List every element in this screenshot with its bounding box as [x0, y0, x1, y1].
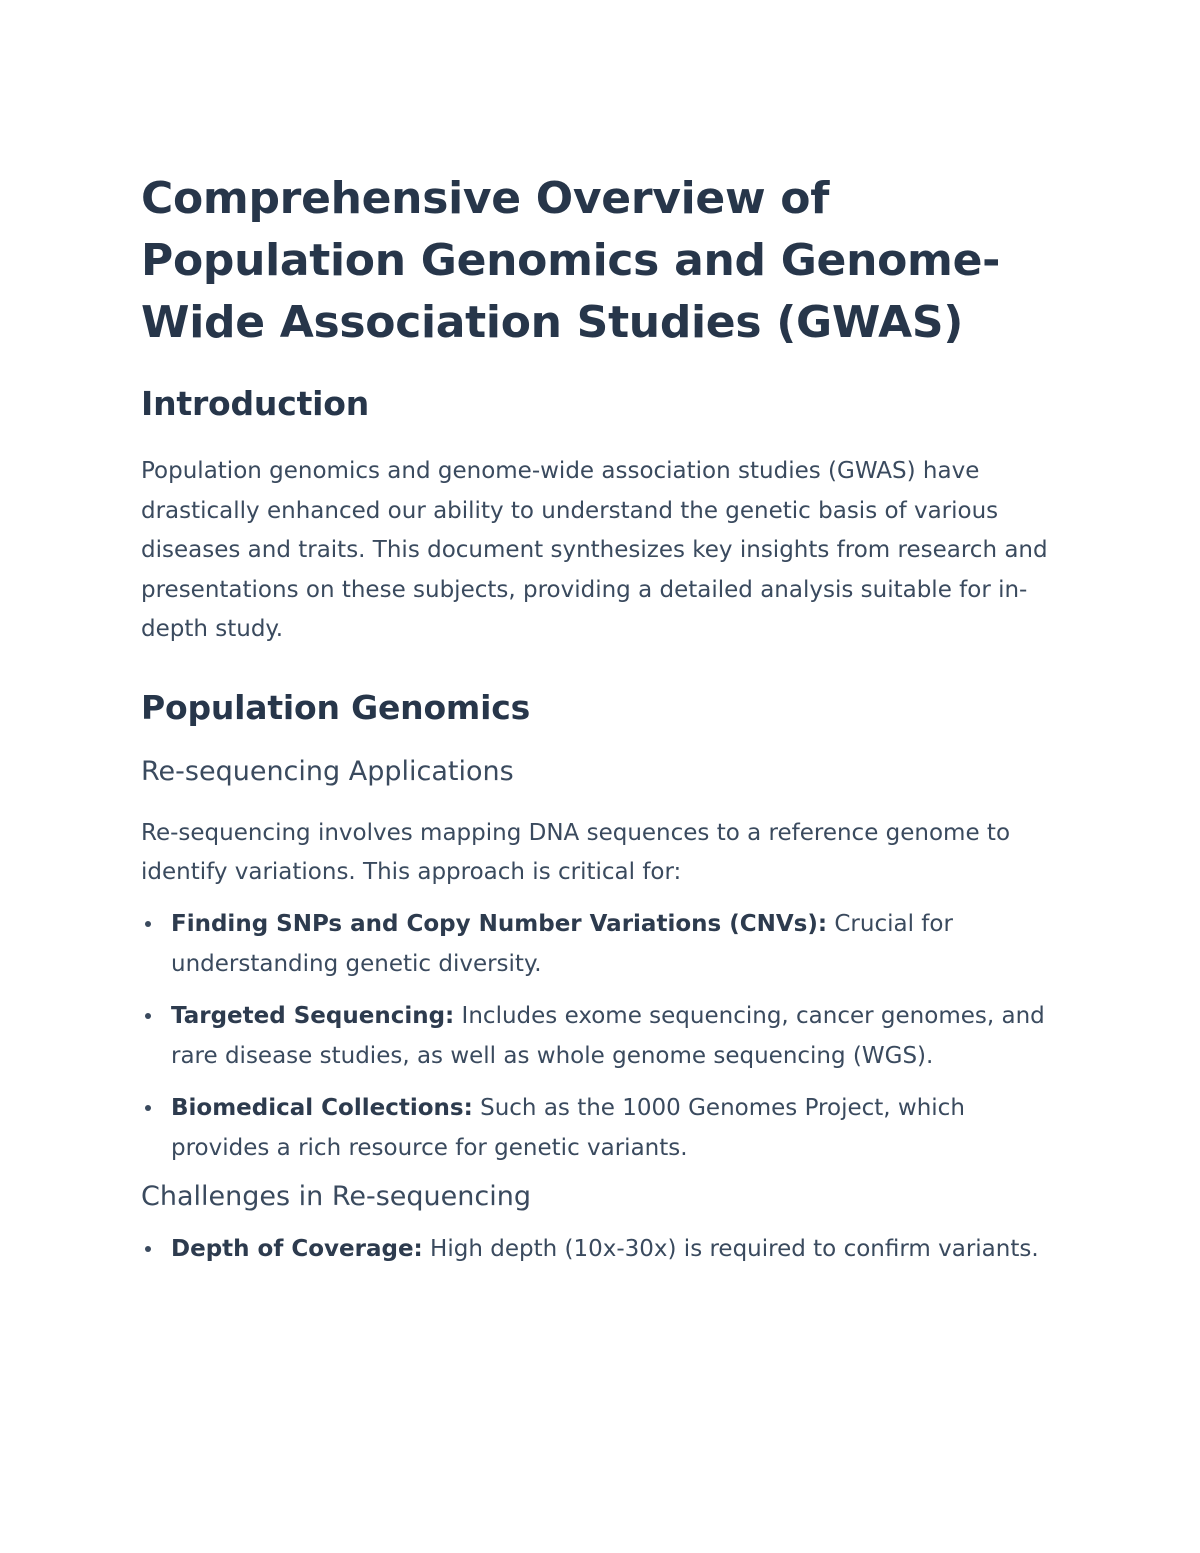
section-heading-introduction: Introduction	[141, 384, 370, 423]
document-page	[141, 168, 1061, 1269]
list-item-text: Includes exome sequencing, cancer genomes, and rare disease studies, as well as whole genome sequencing (WGS).	[171, 1002, 1045, 1069]
subsection-heading-resequencing-applications: Re-sequencing Applications	[141, 755, 514, 787]
list-item-term: Biomedical Collections:	[171, 1094, 473, 1121]
list-item-term: Finding SNPs and Copy Number Variations (CNVs):	[171, 910, 828, 937]
list-item-text: Crucial for understanding genetic diversity.	[171, 910, 953, 977]
resequencing-challenges-list	[141, 1229, 1061, 1270]
document-title: Comprehensive Overview of Population Genomics and Genome-Wide Association Studies (GWAS)	[141, 173, 1001, 348]
section-heading-population-genomics: Population Genomics	[141, 687, 531, 727]
list-item	[141, 904, 1061, 985]
list-item-term: Targeted Sequencing:	[171, 1002, 455, 1029]
list-item	[141, 1088, 1061, 1169]
introduction-paragraph: Population genomics and genome-wide association studies (GWAS) have drastically enhanced our ability to understand the genetic basis of various diseases and traits. This document synthesizes key insights from research and presentations on these subjects, providing a detailed analysis suitable for in-depth study.	[141, 458, 1048, 642]
list-item	[141, 1229, 1061, 1270]
resequencing-paragraph: Re-sequencing involves mapping DNA sequences to a reference genome to identify variations. This approach is critical for:	[141, 819, 1011, 885]
list-item	[141, 996, 1061, 1077]
list-item-text: Such as the 1000 Genomes Project, which provides a rich resource for genetic variants.	[171, 1094, 965, 1161]
resequencing-applications-list	[141, 904, 1061, 1169]
subsection-heading-resequencing-challenges: Challenges in Re-sequencing	[141, 1180, 531, 1212]
list-item-text: High depth (10x-30x) is required to confirm variants.	[422, 1235, 1039, 1262]
list-item-term: Depth of Coverage:	[171, 1235, 423, 1262]
